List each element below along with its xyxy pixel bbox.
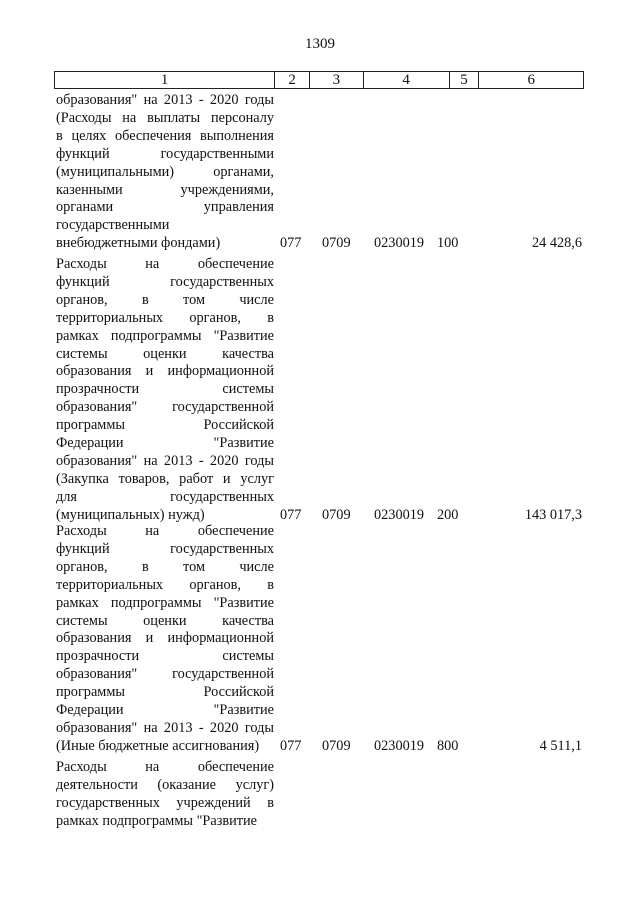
description-line: рамках подпрограммы "Развитие: [56, 327, 274, 344]
description-line: государственными: [56, 217, 170, 234]
description-line: (муниципальных) нужд): [56, 506, 205, 523]
description-line: рамках подпрограммы "Развитие: [56, 812, 258, 829]
ministry-code: 077: [280, 737, 302, 754]
description-line: территориальных органов, в: [56, 576, 274, 593]
page-number: 1309: [305, 36, 335, 52]
description-line: программы Российской: [56, 684, 274, 701]
target-code: 0230019: [374, 506, 425, 523]
description-line: системы оценки качества: [56, 345, 274, 362]
description-line: внебюджетными фондами): [56, 235, 221, 252]
description-line: функций государственных: [56, 273, 274, 290]
description-line: образования и информационной: [56, 363, 274, 380]
description-line: прозрачности системы: [56, 381, 274, 398]
description-line: системы оценки качества: [56, 612, 274, 629]
row-description: [56, 256, 274, 525]
description-line: функций государственных: [56, 540, 274, 557]
ministry-code: 077: [280, 235, 302, 252]
description-line: казенными учреждениями,: [56, 181, 274, 198]
description-line: рамках подпрограммы "Развитие: [56, 594, 274, 611]
description-line: государственных учреждений в: [56, 794, 274, 811]
header-col-4: 4: [364, 72, 450, 88]
table-header: [54, 71, 584, 89]
description-line: Федерации "Развитие: [56, 702, 274, 719]
description-line: деятельности (оказание услуг): [56, 776, 274, 793]
description-line: территориальных органов, в: [56, 309, 274, 326]
description-line: (Закупка товаров, работ и услуг: [56, 470, 274, 487]
description-line: Расходы на обеспечение: [56, 256, 274, 272]
description-line: образования" на 2013 - 2020 годы: [56, 452, 274, 469]
header-col-1: 1: [55, 72, 275, 88]
target-code: 0230019: [374, 235, 425, 252]
row-description: [56, 759, 274, 831]
description-line: образования и информационной: [56, 630, 274, 647]
header-col-2: 2: [275, 72, 310, 88]
row-description: [56, 523, 274, 756]
description-line: для государственных: [56, 488, 274, 505]
description-line: (муниципальными) органами,: [56, 163, 274, 180]
description-line: образования" государственной: [56, 399, 274, 416]
header-col-5: 5: [450, 72, 480, 88]
description-line: (Расходы на выплаты персоналу: [56, 109, 274, 126]
amount: 24 428,6: [531, 235, 582, 252]
description-line: Федерации "Развитие: [56, 435, 274, 452]
description-line: образования" на 2013 - 2020 годы: [56, 719, 274, 736]
ministry-code: 077: [280, 506, 302, 523]
expense-kind: 100: [437, 235, 459, 252]
section-code: 0709: [322, 737, 351, 754]
expense-kind: 800: [437, 737, 459, 754]
description-line: Расходы на обеспечение: [56, 523, 274, 539]
amount: 4 511,1: [539, 737, 582, 754]
description-line: функций государственными: [56, 145, 274, 162]
row-description: [56, 92, 274, 253]
header-col-6: 6: [527, 72, 535, 88]
expense-kind: 200: [437, 506, 459, 523]
header-col-3: 3: [310, 72, 364, 88]
description-line: Расходы на обеспечение: [56, 759, 274, 775]
description-line: образования" государственной: [56, 666, 274, 683]
description-line: (Иные бюджетные ассигнования): [56, 737, 260, 754]
description-line: органами управления: [56, 199, 274, 216]
description-line: в целях обеспечения выполнения: [56, 127, 274, 144]
amount: 143 017,3: [524, 506, 582, 523]
description-line: прозрачности системы: [56, 648, 274, 665]
target-code: 0230019: [374, 737, 425, 754]
section-code: 0709: [322, 235, 351, 252]
description-line: органов, в том числе: [56, 291, 274, 308]
description-line: органов, в том числе: [56, 558, 274, 575]
description-line: программы Российской: [56, 417, 274, 434]
section-code: 0709: [322, 506, 351, 523]
description-line: образования" на 2013 - 2020 годы: [56, 92, 274, 108]
